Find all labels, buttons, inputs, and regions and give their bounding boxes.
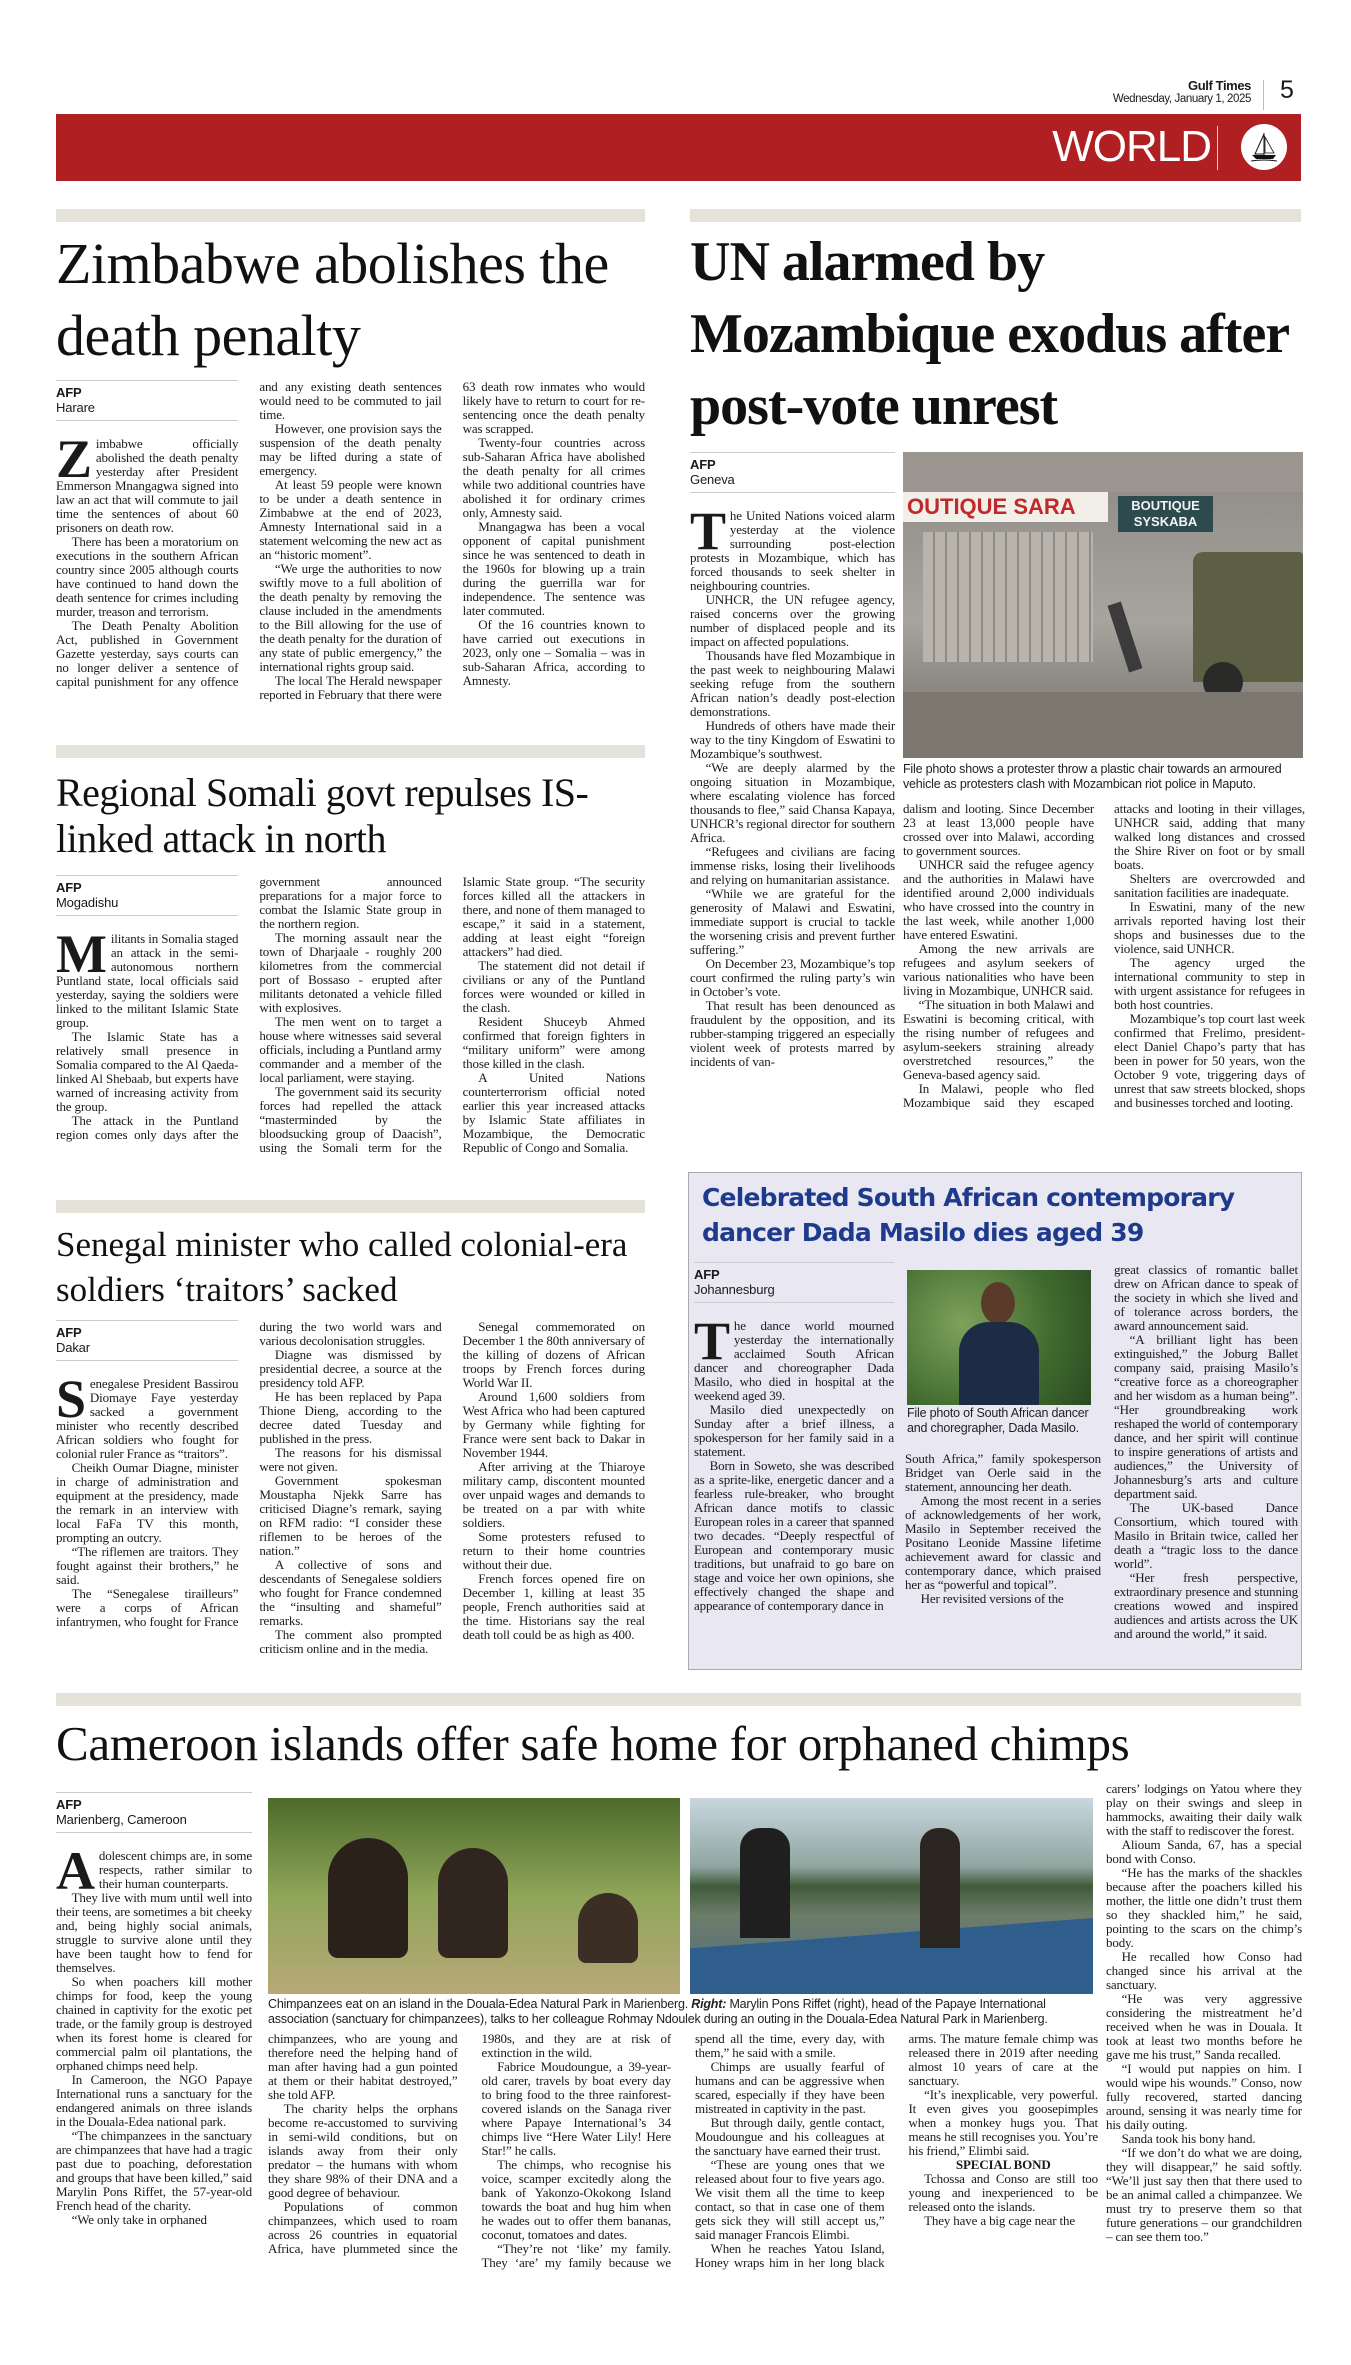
paragraph: After arriving at the Thiaroye military camp, discontent mounted over unpaid wages and demands to be treated on a par with white soldiers.: [462, 1459, 645, 1530]
paragraph: [56, 429, 239, 535]
paragraph: The “Senegalese tirailleurs” were a corps of African infantrymen, who fought for France during the two world wars and various decolonisation struggles.: [56, 1319, 442, 1629]
paragraph: “We are deeply alarmed by the ongoing situation in Mozambique, where escalating violence has forced thousands to flee,” said Chansa Kapaya, UNHCR’s regional director for southern Africa.: [690, 760, 895, 845]
paragraph: The comment also prompted criticism online and in the media.: [259, 1627, 442, 1656]
photo-caption: File photo shows a protester throw a plastic chair towards an armoured vehicle as protesters clash with Mozambican riot police in Maputo.: [903, 762, 1282, 791]
paragraph: The men went on to target a house where witnesses said several officials, including a Puntland army commander and a member of the local parliament, were staying.: [259, 1014, 442, 1085]
byline-agency: AFP: [56, 1797, 82, 1812]
paragraph: The Death Penalty Abolition Act, published in Government Gazette yesterday, says courts can no longer deliver a sentence of capital punishment for any offence and any existing death sentences would need to be commuted to jail time.: [56, 379, 442, 689]
paragraph: great classics of romantic ballet drew on African dance to speak of the society in which she lived and of tolerance across borders, the award announcement said.: [1114, 1262, 1298, 1333]
section-title: WORLD: [1052, 122, 1211, 171]
paragraph: In Cameroon, the NGO Papaye International runs a sanctuary for the endangered animals on three islands in the Douala-Edea national park.: [56, 2072, 252, 2129]
article-body-masilo-col3: [1114, 1263, 1298, 1641]
paragraph: Sanda took his bony hand.: [1121, 2131, 1256, 2146]
protest-photo: [903, 452, 1303, 758]
byline: [56, 1320, 238, 1361]
paragraph: [56, 924, 239, 1030]
paragraph: The Islamic State has a relatively small presence in Somalia compared to the Al Qaeda-linked Al Shebaab, but experts have warned of increasing activity from the group.: [56, 1029, 239, 1114]
byline: [56, 875, 238, 916]
paragraph: Shelters are overcrowded and sanitation facilities are inadequate.: [1114, 871, 1305, 900]
headline-somali: Regional Somali govt repulses IS-linked attack in north: [56, 770, 589, 861]
paragraph: So when poachers kill mother chimps for food, keep the young chained in captivity for the exotic pet trade, or the family group is destroyed when its forest home is cleared for commercial palm oil plantations, the orphaned chimps need help.: [56, 1974, 252, 2073]
article-body-senegal: [56, 1320, 645, 1656]
paragraph: The government said its security forces had repelled the attack “masterminded by the bloodsucking group of Daacish”, using the Somali term for the Islamic State group. “The security forces killed all the attackers in there, and none of them managed to escape,” it said in a statement, adding at least eight “foreign attackers” had died.: [259, 874, 645, 1155]
article-body-mozambique-col1: [690, 452, 895, 1069]
paragraph: UNHCR said the refugee agency and the authorities in Malawi have identified around 2,000 individuals who have crossed into the country in the last week, while another 1,000 have entered Eswatini.: [903, 857, 1094, 942]
article-body-somali: [56, 875, 645, 1155]
paragraph: The UK-based Dance Consortium, which toured with Masilo in Britain twice, called her death a “tragic loss to the dance world”.: [1114, 1500, 1298, 1571]
byline-location: Mogadishu: [56, 895, 119, 910]
headline-masilo: Celebrated South African contemporary dancer Dada Masilo dies aged 39: [702, 1183, 1235, 1247]
rule: [56, 1200, 645, 1213]
photo-caption: [268, 1997, 1098, 2027]
paragraph: Her revisited versions of the: [920, 1591, 1064, 1606]
paragraph: Around 1,600 soldiers from West Africa who had been captured by Germany while fighting for France were sent back to Dakar in November 1944.: [462, 1389, 645, 1460]
newspaper-name: Gulf Times: [1188, 78, 1251, 93]
photo-sign: OUTIQUE SARA: [903, 492, 1108, 522]
paragraph: [694, 1311, 894, 1403]
paragraph: [690, 501, 895, 593]
paragraph: That result has been denounced as fraudulent by the opposition, and its rubber-stamping triggered an especially violent week of protests marred by incidents of van-: [690, 998, 895, 1069]
paragraph: South Africa,” family spokesperson Bridget van Oerle said in the statement, announcing her death.: [905, 1451, 1101, 1494]
byline-agency: AFP: [56, 385, 82, 400]
paragraph-text: dolescent chimps are, in some respects, rather similar to their human counterparts.: [98, 1848, 252, 1891]
paragraph: The statement did not detail if civilians or any of the Puntland forces were wounded or killed in the clash.: [462, 958, 645, 1015]
paragraph: The chimps, who recognise his voice, scamper excitedly along the bank of Yakonzo-Okokong Island towards the boat and hug him when he wades out to offer them bananas, coconut, tomatoes and dates.: [481, 2157, 671, 2242]
drop-cap: T: [690, 501, 726, 561]
paragraph: Among the most recent in a series of acknowledgements of her work, Masilo in September received the Positano Leonide Massine lifetime achievement award for classic and contemporary dance, which praised her as “powerful and topical”.: [905, 1493, 1101, 1592]
paragraph: Masilo died unexpectedly on Sunday after a brief illness, a spokesperson for her family said in a statement.: [694, 1402, 894, 1459]
chimpanzees-photo: [268, 1798, 680, 1994]
divider: [1263, 80, 1264, 110]
caption-left: Chimpanzees eat on an island in the Douala-Edea Natural Park in Marienberg.: [268, 1997, 688, 2011]
paragraph: There has been a moratorium on executions in the southern African country since 2005 although courts have continued to hand down the death sentence for crimes including murder, treason and terrorism.: [56, 534, 239, 619]
paragraph: chimpanzees, who are young and therefore need the helping hand of man after having had a gun pointed at them or their habitat destroyed,” she told AFP.: [268, 2031, 458, 2102]
paragraph: “The riflemen are traitors. They fought against their brothers,” he said.: [56, 1544, 239, 1587]
article-body-cameroon-col1: [56, 1792, 252, 2227]
rule: [690, 209, 1301, 222]
drop-cap: S: [56, 1369, 86, 1429]
paragraph: dalism and looting. Since December 23 at least 13,000 people have crossed over into Malawi, according to government sources.: [903, 801, 1094, 858]
paragraph: The attack in the Puntland region comes only days after the government announced preparations for a major force to combat the Islamic State group in the northern region.: [56, 874, 442, 1142]
paragraph: He has been replaced by Papa Thione Dieng, according to the decree dated Tuesday and published in the press.: [259, 1389, 442, 1446]
paragraph: “The chimpanzees in the sanctuary are chimpanzees that have had a tragic past due to poaching, deforestation and groups that have been killed,” said Marylin Pons Riffet, the 57-year-old French head of the charity.: [56, 2128, 252, 2213]
paragraph: Resident Shuceyb Ahmed confirmed that foreign fighters in “military uniform” were among those killed in the clash.: [462, 1014, 645, 1071]
article-body-masilo-col2: [905, 1452, 1101, 1606]
drop-cap: A: [56, 1841, 95, 1901]
paragraph: When he reaches Yatou Island, Honey wraps him in her long black arms. The mature female chimp was released there in 2019 after needing almost 10 years of care at the sanctuary.: [695, 2031, 1098, 2270]
issue-date: Wednesday, January 1, 2025: [1112, 93, 1251, 105]
paragraph: “He has the marks of the shackles because after the poachers killed his mother, the little one didn’t trust them so they shackled him,” he said, pointing to the scars on the chimp’s body.: [1106, 1865, 1302, 1950]
article-body-cameroon-right: [1106, 1782, 1302, 2244]
paragraph: In Malawi, people who fled Mozambique said they escaped attacks and looting in their villages, UNHCR said, adding that many walked long distances and crossed the Shire River on foot or by small boats.: [903, 801, 1305, 1110]
paragraph: A United Nations counterterrorism official noted earlier this year increased attacks by Islamic State affiliates in Mozambique, the Democratic Republic of Congo and Somalia.: [462, 1070, 645, 1155]
paragraph: Senegal commemorated on December 1 the 80th anniversary of the killing of dozens of African troops by French forces during World War II.: [462, 1319, 645, 1390]
paragraph-text: he dance world mourned yesterday the internationally acclaimed South African dancer and choreographer Dada Masilo, who died in hospital at the weekend aged 39.: [694, 1318, 894, 1403]
paragraph: Mnangagwa has been a vocal opponent of capital punishment since he was sentenced to death in the 1960s for blowing up a train during the guerrilla war for independence. The sentence was later commuted.: [462, 519, 645, 618]
paragraph: They have a big cage near the: [924, 2213, 1075, 2228]
article-body-mozambique-cont: [903, 802, 1305, 1110]
paragraph: Chimps are usually fearful of humans and can be aggressive when scared, especially if they have been mistreated in captivity in the past.: [695, 2059, 885, 2116]
paragraph: French forces opened fire on December 1, killing at least 35 people, French authorities said at the time. Historians say the real death toll could be as high as 400.: [462, 1571, 645, 1642]
paragraph: Born in Soweto, she was described as a sprite-like, energetic dancer and a fearless rule-breaker, who brought African dance motifs to classic European roles in a career that spanned two decades. “Deeply respectful of European and contemporary music traditions, but unafraid to go bare on stage and voice her own opinions, she effectively changed the shape and appearance of contemporary dance in: [694, 1458, 894, 1613]
paragraph: Hundreds of others have made their way to the tiny Kingdom of Eswatini to Mozambique’s southwest.: [690, 718, 895, 761]
headline-cameroon: Cameroon islands offer safe home for orphaned chimps: [56, 1716, 1130, 1771]
byline-agency: AFP: [694, 1267, 720, 1282]
masthead-meta: [1113, 78, 1251, 105]
paragraph: The agency urged the international community to step in with urgent assistance for refugees in both host countries.: [1114, 955, 1305, 1012]
byline-agency: AFP: [56, 880, 82, 895]
byline-location: Harare: [56, 400, 95, 415]
headline-senegal: Senegal minister who called colonial-era soldiers ‘traitors’ sacked: [56, 1225, 628, 1309]
paragraph: They live with mum until well into their teens, are sometimes a bit cheeky and, being highly social animals, struggle to survive alone until they have been taught how to fend for themselves.: [56, 1890, 252, 1975]
paragraph: “I would put nappies on him. I would wipe his wounds.” Conso, now fully recovered, started dancing around, sensing it was nearly time for his daily outing.: [1106, 2061, 1302, 2132]
paragraph: At least 59 people were known to be under a death sentence in Zimbabwe at the end of 2023, Amnesty International said in a statement welcoming the new act as an “historic moment”.: [259, 477, 442, 562]
byline-location: Dakar: [56, 1340, 90, 1355]
boat-photo: [690, 1798, 1093, 1994]
rule: [56, 209, 645, 222]
rule: [56, 745, 645, 758]
paragraph: carers’ lodgings on Yatou where they play on their swings and sleep in hammocks, awaiting their daily walk with the staff to rediscover the forest.: [1106, 1781, 1302, 1838]
paragraph: “It’s inexplicable, very powerful. It even gives you goosepimples when a monkey hugs you. That means he still recognises you. You’re his friend,” Elimbi said.: [908, 2087, 1098, 2158]
paragraph: But through daily, gentle contact, Moudoungue and his colleagues at the sanctuary have earned their trust.: [695, 2115, 885, 2158]
paragraph: “If we don’t do what we are doing, they will disappear,” he said softly. “We’ll just say then that there used to be an animal called a chimpanzee. We must try to preserve them so that future generations – our grandchildren – can see them too.”: [1106, 2145, 1302, 2244]
paragraph: Of the 16 countries known to have carried out executions in 2023, only one – Somalia – was in sub-Saharan Africa, according to Amnesty.: [462, 617, 645, 688]
paragraph-text: imbabwe officially abolished the death penalty yesterday after President Emmerson Mnangagwa signed into law an act that will commute to jail time the sentences of about 60 prisoners on death row.: [56, 436, 239, 535]
subheading: SPECIAL BOND: [955, 2157, 1051, 2172]
paragraph: The reasons for his dismissal were not given.: [259, 1445, 442, 1474]
paragraph: “Her fresh perspective, extraordinary presence and stunning creations wowed and inspired audiences and artists across the UK and around the world,” it said.: [1114, 1570, 1298, 1641]
paragraph: Mozambique’s top court last week confirmed that Frelimo, president-elect Daniel Chapo’s party that has been in power for 50 years, won the October 9 vote, triggering days of unrest that saw streets blocked, shops and businesses torched and looting.: [1114, 1011, 1305, 1110]
paragraph: [56, 1841, 252, 1901]
paragraph: “He was very aggressive considering the mistreatment he’d received when he was in Douala. It took at least two months before he gave me his trust,” Sanda recalled.: [1106, 1991, 1302, 2062]
paragraph: Fabrice Moudoungue, a 39-year-old carer, travels by boat every day to bring food to the three rainforest-covered islands on the Sanaga river where Papaye International’s 34 chimps live “Here Water Lily! Here Star!” he calls.: [481, 2059, 671, 2158]
paragraph: “We urge the authorities to now swiftly move to a full abolition of the death penalty by removing the clause included in the amendments to the Bill allowing for the use of the death penalty for the duration of any state of public emergency,” the international rights group said.: [259, 561, 442, 674]
paragraph: Cheikh Oumar Diagne, minister in charge of administration and equipment at the presidency, made the remark in an interview with local FaFa TV this month, prompting an outcry.: [56, 1460, 239, 1545]
paragraph: Alioum Sanda, 67, has a special bond with Conso.: [1106, 1837, 1302, 1866]
paragraph: Diagne was dismissed by presidential decree, a source at the presidency told AFP.: [259, 1347, 442, 1390]
paragraph: “While we are grateful for the generosity of Malawi and Eswatini, immediate support is crucial to tackle the worsening crisis and prevent further suffering.”: [690, 886, 895, 957]
dancer-photo: [907, 1270, 1091, 1405]
paragraph: Twenty-four countries across sub-Saharan Africa have abolished the death penalty for all crimes while two additional countries have abolished it for ordinary crimes only, Amnesty said.: [462, 435, 645, 520]
paragraph: Among the new arrivals are refugees and asylum seekers of various nationalities who have been living in Mozambique, UNHCR said.: [903, 941, 1094, 998]
byline-agency: AFP: [56, 1325, 82, 1340]
byline: [56, 1792, 252, 1833]
drop-cap: Z: [56, 429, 92, 489]
byline-agency: AFP: [690, 457, 716, 472]
paragraph: UNHCR, the UN refugee agency, raised concerns over the growing number of displaced people and its impact on affected populations.: [690, 592, 895, 649]
byline-location: Marienberg, Cameroon: [56, 1812, 187, 1827]
caption-right-label: Right:: [691, 1997, 727, 2011]
article-body-cameroon-mid: [268, 2032, 1098, 2270]
drop-cap: T: [694, 1311, 730, 1371]
headline-mozambique: UN alarmed by Mozambique exodus after post-vote unrest: [690, 231, 1289, 437]
paragraph: In Eswatini, many of the new arrivals reported having lost their shops and businesses due to the violence, said UNHCR.: [1114, 899, 1305, 956]
paragraph: Populations of common chimpanzees, which used to roam across 26 countries in equatorial Africa, have plummeted since the 1980s, and they are at risk of extinction in the wild.: [268, 2031, 671, 2256]
paragraph: On December 23, Mozambique’s top court confirmed the ruling party’s win in October’s vote.: [690, 956, 895, 999]
paragraph-text: ilitants in Somalia staged an attack in the semi-autonomous northern Puntland state, local officials said yesterday, saying the soldiers were linked to the militant Islamic State group.: [56, 931, 239, 1030]
drop-cap: M: [56, 924, 107, 984]
headline-zimbabwe: Zimbabwe abolishes the death penalty: [56, 231, 609, 368]
byline-location: Johannesburg: [694, 1282, 775, 1297]
paragraph-text: enegalese President Bassirou Diomaye Faye yesterday sacked a government minister who recently described African soldiers who fought for colonial ruler France as “traitors”.: [56, 1376, 239, 1461]
paragraph: “Refugees and civilians are facing immense risks, losing their livelihoods and relying on humanitarian assistance.: [690, 844, 895, 887]
photo-sign: BOUTIQUE SYSKABA: [1118, 496, 1213, 532]
byline: [694, 1262, 894, 1303]
byline: [690, 452, 895, 493]
paragraph: “A brilliant light has been extinguished,” the Joburg Ballet company said, praising Masilo’s “creative force as a choreographer and her wisdom as a human being”. “Her groundbreaking work reshaped the world of contemporary dance, and her spirit will continue to inspire generations of artists and audiences,” the University of Johannesburg’s arts and culture department said.: [1114, 1332, 1298, 1501]
paragraph: Some protesters refused to return to their home countries without their due.: [462, 1529, 645, 1572]
article-body-zimbabwe: [56, 380, 645, 702]
article-body-masilo-col1: [694, 1262, 894, 1613]
paragraph: However, one provision says the suspension of the death penalty may be lifted during a state of emergency.: [259, 421, 442, 478]
paragraph: The charity helps the orphans become re-accustomed to surviving in semi-wild conditions, but on islands away from their only predator – the humans with whom they share 98% of their DNA and a good degree of behaviour.: [268, 2101, 458, 2200]
photo-caption: File photo of South African dancer and choregrapher, Dada Masilo.: [907, 1406, 1089, 1435]
paragraph: “The situation in both Malawi and Eswatini is becoming critical, with the rising number of refugees and asylum-seekers straining already overstretched resources,” the Geneva-based agency said.: [903, 997, 1094, 1082]
paragraph: [56, 1369, 239, 1461]
paragraph: “They’re not ‘like’ my family. They ‘are’ my family because we spend all the time, every day, with them,” he said with a smile.: [481, 2031, 885, 2270]
byline: [56, 380, 238, 421]
paragraph: Thousands have fled Mozambique in the past week to neighbouring Malawi seeking refuge from the southern African nation’s deadly post-election demonstrations.: [690, 648, 895, 719]
byline-location: Geneva: [690, 472, 735, 487]
paragraph: A collective of sons and descendants of Senegalese soldiers who fought for France condemned the “insulting and shameful” remarks.: [259, 1557, 442, 1628]
paragraph: The morning assault near the town of Dharjaale - roughly 200 kilometres from the commercial port of Bossaso - erupted after militants detonated a vehicle filled with explosives.: [259, 930, 442, 1015]
page-number: 5: [1280, 76, 1294, 104]
paragraph-text: he United Nations voiced alarm yesterday at the violence surrounding post-election protests in Mozambique, which has forced thousands to seek shelter in neighbouring countries.: [690, 508, 895, 593]
paragraph: Government spokesman Moustapha Njekk Sarre has criticised Diagne’s remark, saying on RFM radio: “I consider these riflemen to be heroes of the nation.”: [259, 1473, 442, 1558]
paragraph: “We only take in orphaned: [71, 2212, 207, 2227]
paragraph: Tchossa and Conso are still too young and inexperienced to be released onto the islands.: [908, 2171, 1098, 2214]
paragraph: He recalled how Conso had changed since his arrival at the sanctuary.: [1106, 1949, 1302, 1992]
caption-right: Marylin Pons Riffet (right), head of the Papaye International association (sanctuary for chimpanzees), talks to her colleague Rohmay Ndoulek during an outing in the Douala-Edea Natural Park in Marienberg.: [268, 1997, 1048, 2026]
rule: [56, 1693, 1301, 1706]
paragraph: “These are young ones that we released about four to five years ago. We visit them all the time to keep contact, so that in case one of them gets sick they will still accept us,” said manager Francois Elimbi.: [695, 2157, 885, 2242]
divider: [1217, 126, 1218, 170]
paragraph: The local The Herald newspaper reported in February that there were 63 death row inmates who would likely have to return to court for re-sentencing once the death penalty was scrapped.: [259, 379, 645, 702]
dhow-logo-icon: [1241, 124, 1287, 170]
